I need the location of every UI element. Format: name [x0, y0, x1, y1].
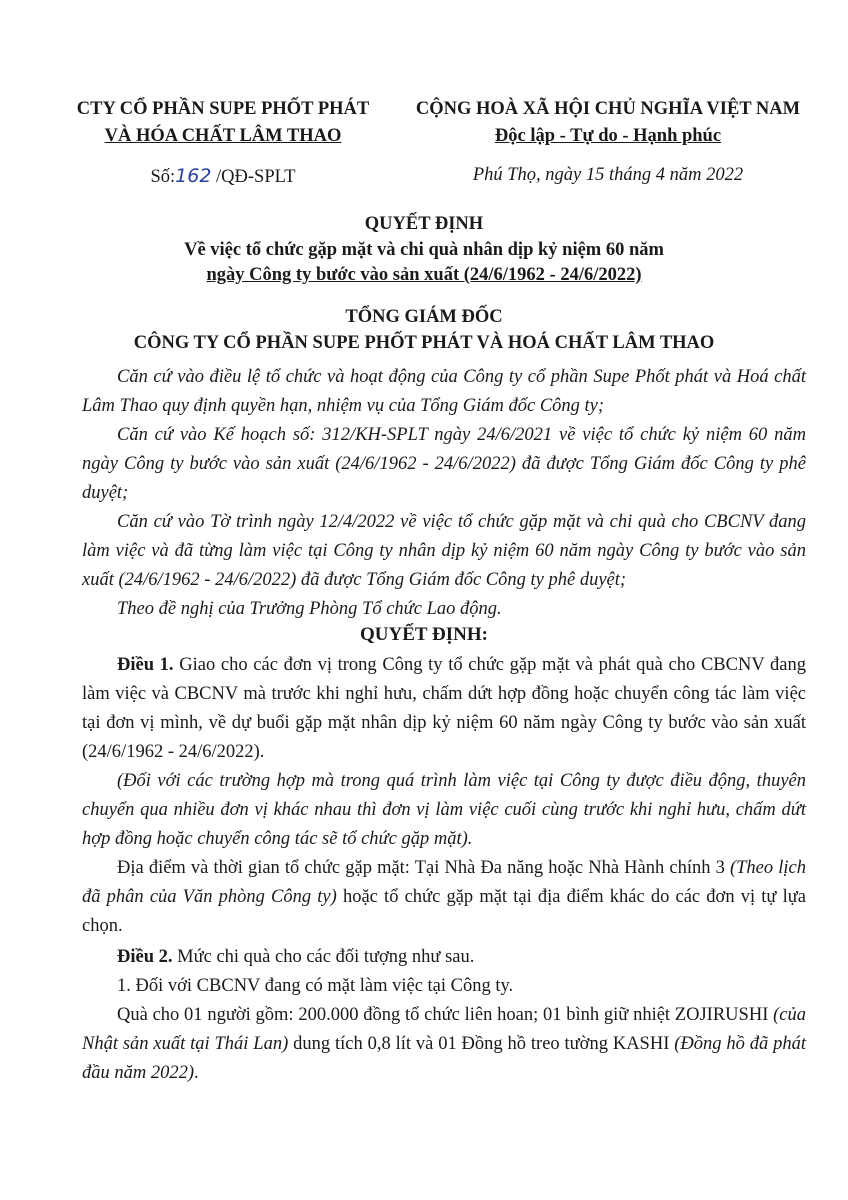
nation-motto: Độc lập - Tự do - Hạnh phúc — [494, 126, 722, 146]
decision-subject-line2: ngày Công ty bước vào sản xuất (24/6/1962 - 24/6/2022) — [206, 265, 642, 285]
handwritten-number: 162 — [175, 165, 212, 187]
preamble-item: Theo đề nghị của Trưởng Phòng Tổ chức Lao động. — [117, 599, 502, 619]
preamble — [82, 363, 806, 624]
issuer-company: CÔNG TY CỔ PHẦN SUPE PHỐT PHÁT VÀ HOÁ CHẤT LÂM THAO — [133, 333, 715, 353]
article-1-note: (Đối với các trường hợp mà trong quá trình làm việc tại Công ty được điều động, thuyên chuyển qua nhiều đơn vị khác nhau thì đơn vị làm việc cuối cùng trước khi nghỉ hưu, chấm dứt hợp đồng hoặc chuyển công tác sẽ tổ chức gặp mặt). — [82, 771, 806, 849]
article-1-location: Địa điểm và thời gian tổ chức gặp mặt: Tại Nhà Đa năng hoặc Nhà Hành chính 3 (Theo lịch đã phân của Văn phòng Công ty) hoặc tổ chức gặp mặt tại địa điểm khác do các đơn vị tự lựa chọn. — [82, 858, 806, 936]
company-header — [58, 96, 388, 150]
nation-title: CỘNG HOÀ XÃ HỘI CHỦ NGHĨA VIỆT NAM — [415, 99, 801, 119]
national-header — [398, 96, 818, 150]
issuer-title: TỔNG GIÁM ĐỐC — [345, 307, 503, 327]
decision-heading: QUYẾT ĐỊNH: — [360, 624, 488, 645]
preamble-item: Căn cứ vào điều lệ tổ chức và hoạt động của Công ty cổ phần Supe Phốt phát và Hoá chất Lâm Thao quy định quyền hạn, nhiệm vụ của Tổng Giám đốc Công ty; — [82, 367, 806, 416]
article-1 — [82, 651, 806, 941]
article-2-gift: Quà cho 01 người gồm: 200.000 đồng tổ chức liên hoan; 01 bình giữ nhiệt ZOJIRUSHI (của Nhật sản xuất tại Thái Lan) dung tích 0,8 lít và 01 Đồng hồ treo tường KASHI (Đồng hồ đã phát đầu năm 2022). — [82, 1005, 806, 1083]
preamble-item: Căn cứ vào Tờ trình ngày 12/4/2022 về việc tổ chức gặp mặt và chi quà cho CBCNV đang làm việc và đã từng làm việc tại Công ty nhân dịp kỷ niệm 60 năm ngày Công ty bước vào sản xuất (24/6/1962 - 24/6/2022) đã được Tổng Giám đốc Công ty phê duyệt; — [82, 512, 806, 590]
decision-title: QUYẾT ĐỊNH — [364, 214, 484, 234]
document-number: Số:162 /QĐ-SPLT — [150, 165, 296, 187]
company-name-line2: VÀ HÓA CHẤT LÂM THAO — [104, 126, 342, 146]
company-name-line1: CTY CỔ PHẦN SUPE PHỐT PHÁT — [76, 99, 370, 119]
document-date: Phú Thọ, ngày 15 tháng 4 năm 2022 — [472, 165, 744, 185]
preamble-item: Căn cứ vào Kế hoạch số: 312/KH-SPLT ngày 24/6/2021 về việc tổ chức kỷ niệm 60 năm ngày Công ty bước vào sản xuất (24/6/1962 - 24/6/2022) đã được Tổng Giám đốc Công ty phê duyệt; — [82, 425, 806, 503]
article-2-text: Điều 2. Mức chi quà cho các đối tượng như sau. — [117, 947, 475, 967]
article-1-text: Điều 1. Giao cho các đơn vị trong Công ty tổ chức gặp mặt và phát quà cho CBCNV đang làm việc và CBCNV mà trước khi nghỉ hưu, chấm dứt hợp đồng hoặc chuyển công tác làm việc tại đơn vị mình, về dự buổi gặp mặt nhân dịp kỷ niệm 60 năm ngày Công ty bước vào sản xuất (24/6/1962 - 24/6/2022). — [82, 655, 806, 762]
decision-subject-line1: Về việc tổ chức gặp mặt và chi quà nhân dịp kỷ niệm 60 năm — [184, 240, 664, 260]
article-2 — [82, 943, 806, 1088]
article-2-item1: 1. Đối với CBCNV đang có mặt làm việc tại Công ty. — [117, 976, 514, 996]
